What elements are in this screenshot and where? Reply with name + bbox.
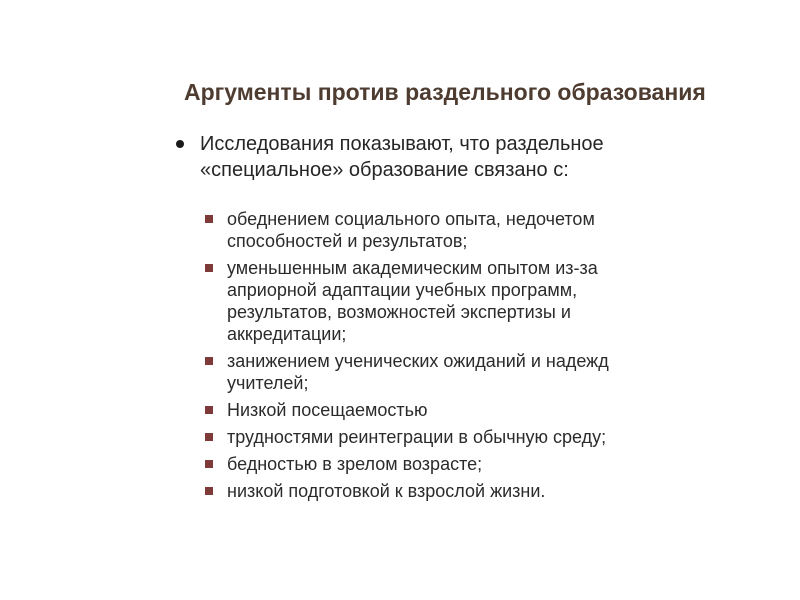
sub-bullet-list <box>205 208 655 507</box>
sub-bullet-item <box>205 350 655 394</box>
sub-bullet-item <box>205 426 655 448</box>
sub-bullet-item <box>205 208 655 252</box>
sub-bullet-item <box>205 399 655 421</box>
square-bullet-icon <box>205 406 213 414</box>
slide-title: Аргументы против раздельного образования <box>184 79 706 105</box>
lead-bullet-text: Исследования показывают, что раздельное «специальное» образование связано с: <box>200 133 604 181</box>
sub-bullet-item <box>205 453 655 475</box>
sub-bullet-text: трудностями реинтеграции в обычную среду; <box>227 427 607 447</box>
sub-bullet-text: занижением ученических ожиданий и надежд учителей; <box>227 351 609 393</box>
sub-bullet-item <box>205 480 655 502</box>
square-bullet-icon <box>205 357 213 365</box>
sub-bullet-text: Низкой посещаемостью <box>227 400 428 420</box>
sub-bullet-text: низкой подготовкой к взрослой жизни. <box>227 481 546 501</box>
square-bullet-icon <box>205 264 213 272</box>
sub-bullet-text: бедностью в зрелом возрасте; <box>227 454 483 474</box>
square-bullet-icon <box>205 433 213 441</box>
sub-bullet-text: уменьшенным академическим опытом из-за априорной адаптации учебных программ, результатов, возможностей экспертизы и аккредитации; <box>227 258 598 344</box>
square-bullet-icon <box>205 215 213 223</box>
sub-bullet-item <box>205 257 655 345</box>
square-bullet-icon <box>205 487 213 495</box>
square-bullet-icon <box>205 460 213 468</box>
round-bullet-icon <box>176 140 184 148</box>
lead-bullet-item <box>176 131 646 183</box>
sub-bullet-text: обеднением социального опыта, недочетом способностей и результатов; <box>227 209 595 251</box>
